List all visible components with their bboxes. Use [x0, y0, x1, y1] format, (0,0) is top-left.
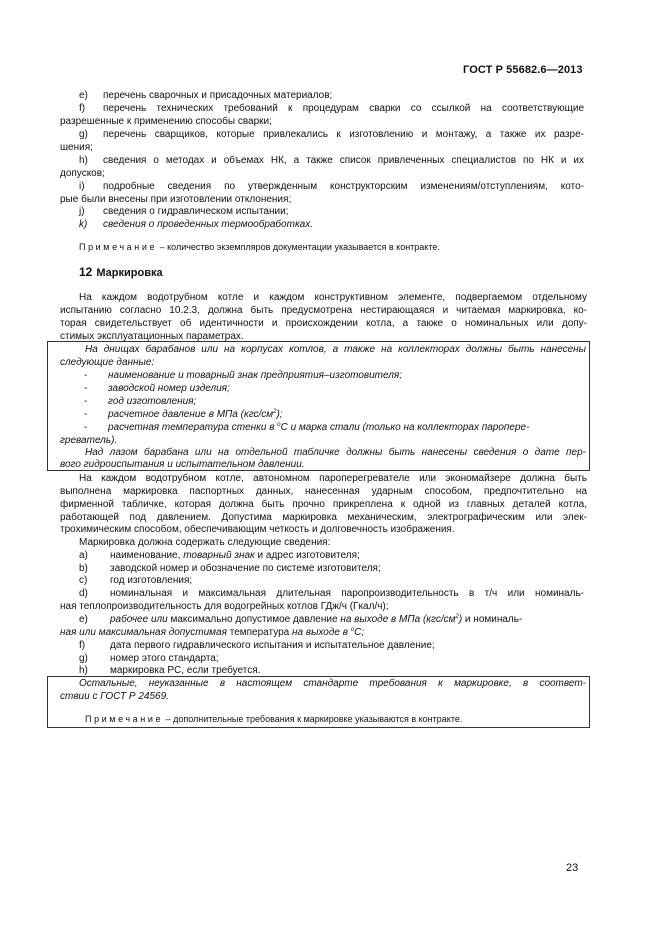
- item-text: на выходе в МПа (кгс/см: [340, 614, 456, 625]
- list-item-continued: разрешенные к применению способы сварки;: [60, 116, 272, 127]
- list-label: c): [79, 575, 88, 586]
- list-item: перечень технических требований к процедурам сварки со ссылкой на соответствующие: [103, 103, 584, 114]
- list-item-continued: шения;: [60, 142, 93, 153]
- bullet-dash: -: [84, 422, 88, 433]
- box-line: Над лазом барабана или на отдельной табличке должны быть нанесены сведения о дате пер-: [85, 447, 586, 458]
- list-label: f): [79, 103, 86, 114]
- list-label: k): [79, 219, 88, 230]
- section-title: Маркировка: [96, 267, 163, 279]
- item-text: ная или максимальная допустимая: [60, 627, 227, 638]
- list-label: i): [79, 181, 85, 192]
- list-item: номинальная и максимальная длительная паропроизводительность в т/ч или номиналь-: [110, 588, 584, 599]
- note: [79, 241, 440, 253]
- page-number: 23: [566, 862, 579, 874]
- item-text: C и марка стали (только на коллекторах паропере-: [280, 422, 530, 433]
- list-item-continued: [60, 627, 364, 639]
- list-item-continued: допусков;: [60, 168, 105, 179]
- list-label: h): [79, 665, 88, 676]
- superscript: o: [277, 422, 281, 428]
- list-item: год изготовления;: [110, 575, 193, 586]
- list-item: [110, 614, 584, 626]
- list-item: заводской номер и обозначение по системе изготовителя;: [110, 563, 381, 574]
- paragraph-line: работающей под давлением. Допустима маркировка механическим, электрографическим или элек-: [60, 512, 587, 523]
- item-text: наименование,: [110, 550, 184, 561]
- box-list-item: наименование и товарный знак предприятия–изготовителя;: [108, 370, 403, 381]
- item-text: расчетная температура стенки в: [108, 422, 275, 433]
- list-label: j): [79, 206, 85, 217]
- superscript: 2: [455, 614, 459, 620]
- list-item-continued: ная теплопроизводительность для водогрейных котлов ГДж/ч (Гкал/ч);: [60, 601, 389, 612]
- bullet-dash: -: [84, 409, 88, 420]
- list-label: b): [79, 563, 88, 574]
- list-item: дата первого гидравлического испытания и испытательное давление;: [110, 640, 435, 651]
- box-list-item: год изготовления;: [108, 396, 197, 407]
- list-item: [110, 550, 360, 562]
- item-text: рабочее или: [110, 614, 168, 625]
- paragraph-line: выполнена маркировка паспортных данных, нанесенная ударным способом, предпочтительно на: [60, 486, 587, 497]
- list-item: сведения о методах и объемах НК, а также список привлеченных специалистов по НК и их: [103, 155, 584, 166]
- list-item: перечень сварщиков, которые привлекались к изготовлению и монтажу, а также их разре-: [103, 129, 584, 140]
- bullet-dash: -: [84, 396, 88, 407]
- item-text: и номиналь-: [462, 614, 523, 625]
- paragraph-line: трохимическим способом, обеспечивающим четкость и долговечность изображения.: [60, 524, 455, 535]
- box-line: ствии с ГОСТ Р 24569.: [60, 691, 169, 702]
- item-text: температура: [226, 627, 292, 638]
- box-line: следующие данные:: [60, 357, 155, 368]
- list-item-continued: рые были внесены при изготовлении отклонения;: [60, 194, 292, 205]
- box-list-item-continued: греватель).: [60, 435, 118, 446]
- list-label: g): [79, 129, 88, 140]
- item-text: C;: [354, 627, 365, 638]
- superscript: 2: [273, 409, 277, 415]
- bullet-dash: -: [84, 370, 88, 381]
- box-list-item: [108, 422, 529, 434]
- list-item: подробные сведения по утвержденным конструкторским изменениям/отступлениям, кото-: [103, 181, 584, 192]
- note-text: – дополнительные требования к маркировке указываются в контракте.: [163, 714, 463, 724]
- section-number: 12: [79, 265, 93, 279]
- note-key: Примечание: [85, 714, 164, 724]
- note: [85, 713, 462, 725]
- box-line: Остальные, неуказанные в настоящем стандарте требования к маркировке, в соответ-: [79, 678, 586, 689]
- box-list-item: заводской номер изделия;: [108, 383, 230, 394]
- section-heading: [79, 265, 163, 279]
- list-item: сведения о проведенных термообработках.: [103, 219, 314, 230]
- box-list-item: [108, 409, 283, 421]
- item-text: и адрес изготовителя;: [254, 550, 360, 561]
- list-label: h): [79, 155, 88, 166]
- paragraph-line: испытанию согласно 10.2.3, должна быть предусмотрена нестирающаяся и читаемая маркировка, ко-: [60, 305, 587, 316]
- note-text: – количество экземпляров документации указывается в контракте.: [157, 242, 440, 252]
- superscript: o: [350, 627, 355, 633]
- document-header: ГОСТ Р 55682.6—2013: [463, 64, 583, 76]
- list-item: сведения о гидравлическом испытании;: [103, 206, 289, 217]
- paragraph-line: фирменной табличке, которая должна быть прочно прикреплена к одной из главных деталей котла,: [60, 499, 587, 510]
- item-text: на выходе в: [292, 627, 351, 638]
- list-item: маркировка PC, если требуется.: [110, 665, 261, 676]
- list-item: номер этого стандарта;: [110, 653, 219, 664]
- item-text: );: [276, 409, 283, 420]
- list-label: g): [79, 653, 88, 664]
- list-label: e): [79, 614, 88, 625]
- paragraph-line: торая свидетельствует об идентичности и происхождении котла, а также о номинальных или допу-: [60, 318, 587, 329]
- box-line: вого гидроиспытания и испытательном давлении.: [60, 459, 305, 470]
- bullet-dash: -: [84, 383, 88, 394]
- paragraph-line: На каждом водотрубном котле, автономном пароперегревателе или экономайзере должна быть: [79, 473, 587, 484]
- item-text: товарный знак: [183, 550, 255, 561]
- item-text: расчетное давление в МПа (кгс/см: [108, 409, 274, 420]
- box-line: На днищах барабанов или на корпусах котлов, а также на коллекторах должны быть нанесены: [85, 344, 586, 355]
- list-label: d): [79, 588, 88, 599]
- list-label: e): [79, 90, 88, 101]
- list-item: перечень сварочных и присадочных материалов;: [103, 90, 333, 101]
- item-text: максимально допустимое давление: [167, 614, 341, 625]
- list-label: f): [79, 640, 86, 651]
- item-text: ): [458, 614, 463, 625]
- note-key: Примечание: [79, 242, 158, 252]
- paragraph-line: Маркировка должна содержать следующие сведения:: [79, 537, 331, 548]
- paragraph-line: На каждом водотрубном котле и каждом конструктивном элементе, подвергаемом отдельному: [79, 292, 587, 303]
- paragraph-line: стимых эксплуатационных параметрах.: [60, 331, 244, 342]
- list-label: a): [79, 550, 88, 561]
